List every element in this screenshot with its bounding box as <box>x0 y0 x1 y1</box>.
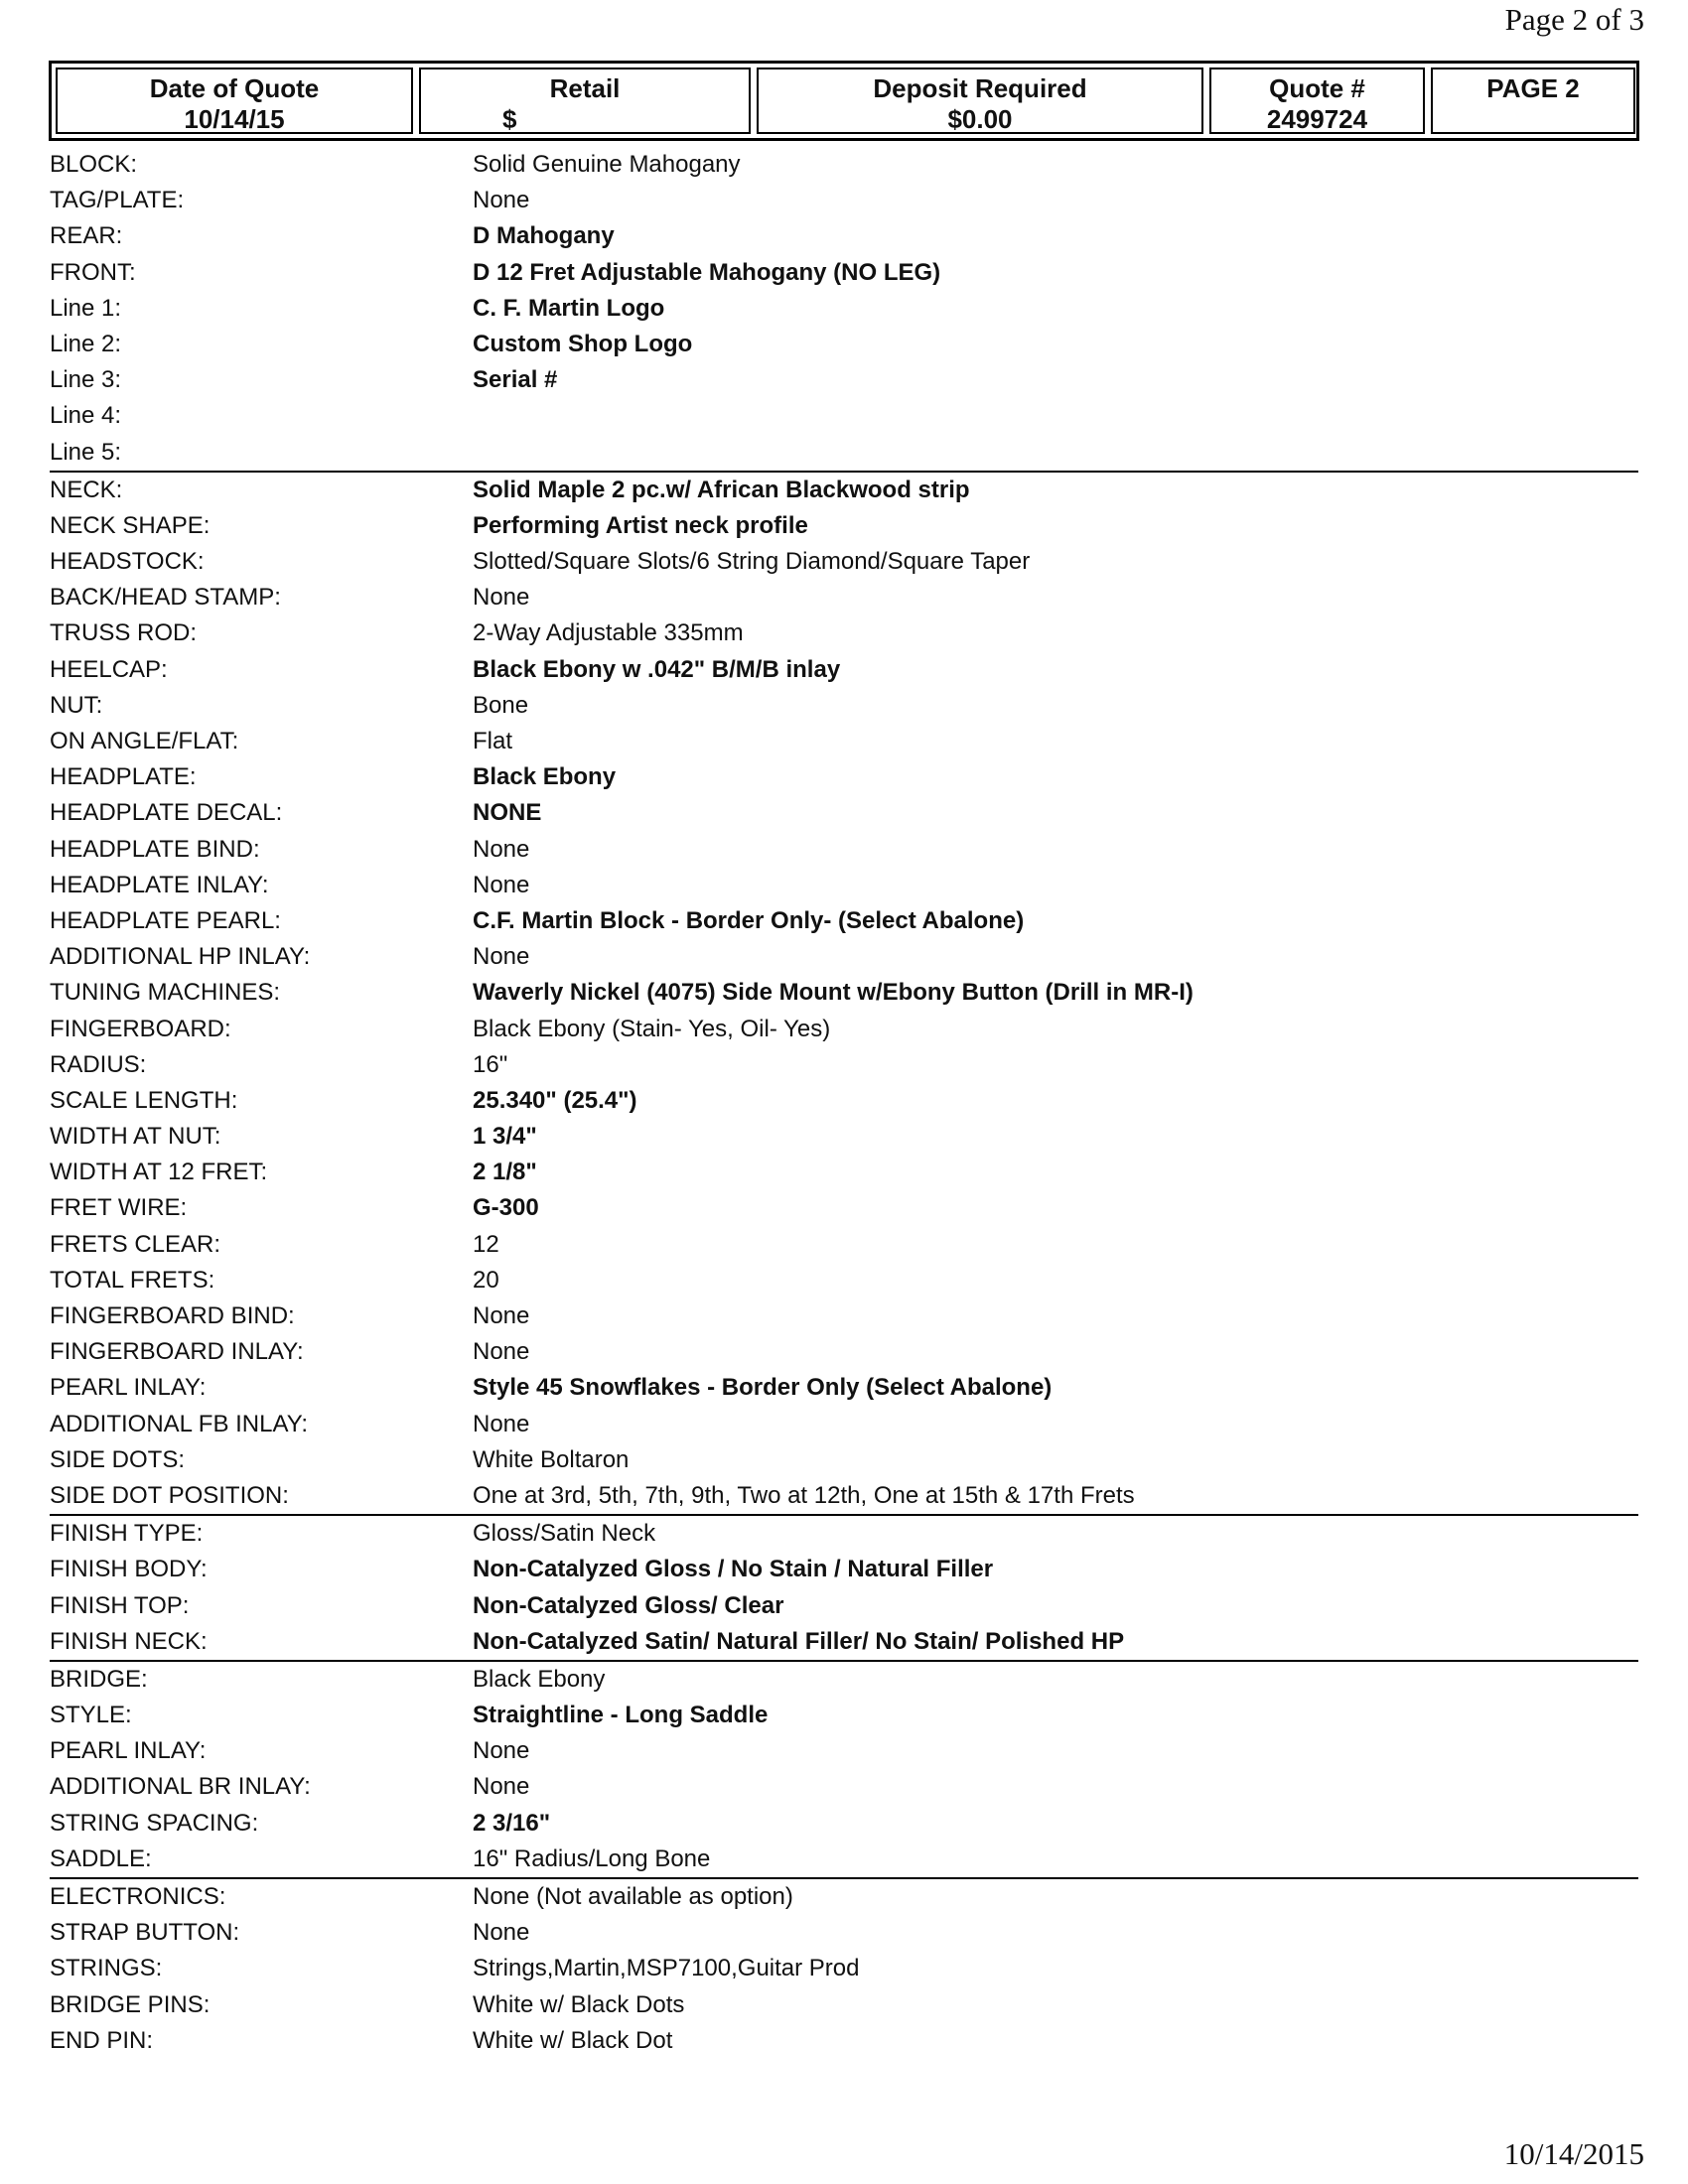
spec-row <box>50 1334 1638 1370</box>
spec-label: END PIN: <box>50 2026 154 2054</box>
spec-label: FRET WIRE: <box>50 1194 188 1222</box>
spec-row <box>50 1806 1638 1842</box>
spec-value: 25.340" (25.4") <box>473 1086 637 1114</box>
spec-value: D Mahogany <box>473 222 615 250</box>
spec-label: HEADPLATE: <box>50 763 197 791</box>
spec-row <box>50 795 1638 831</box>
quote-number-value: 2499724 <box>1266 104 1368 134</box>
spec-row <box>50 147 1638 183</box>
spec-value: 16" <box>473 1050 508 1078</box>
spec-row <box>50 868 1638 903</box>
spec-label: ON ANGLE/FLAT: <box>50 728 239 754</box>
spec-row <box>50 1478 1638 1514</box>
spec-row <box>50 1951 1638 1986</box>
spec-label: STRAP BUTTON: <box>50 1919 240 1947</box>
spec-value: None <box>473 1410 530 1437</box>
spec-row <box>50 435 1638 471</box>
spec-row <box>50 1733 1638 1769</box>
spec-row <box>50 183 1638 218</box>
spec-label: ELECTRONICS: <box>50 1883 226 1910</box>
spec-label: STRING SPACING: <box>50 1809 259 1837</box>
spec-row <box>50 1047 1638 1083</box>
spec-row <box>50 473 1638 508</box>
spec-row <box>50 1987 1638 2023</box>
spec-value: Black Ebony <box>473 1665 606 1693</box>
spec-value: Non-Catalyzed Satin/ Natural Filler/ No Stain/ Polished HP <box>473 1627 1125 1655</box>
spec-value: Flat <box>473 728 513 754</box>
spec-label: PEARL INLAY: <box>50 1374 207 1402</box>
date-of-quote-cell <box>56 68 413 134</box>
spec-value: White w/ Black Dot <box>473 2026 673 2054</box>
spec-row <box>50 1662 1638 1698</box>
spec-value: None <box>473 835 530 863</box>
spec-value: 20 <box>473 1266 499 1294</box>
spec-label: Line 3: <box>50 366 122 394</box>
spec-value: Performing Artist neck profile <box>473 511 808 539</box>
spec-value: None <box>473 943 530 971</box>
spec-label: FINISH TYPE: <box>50 1520 204 1548</box>
spec-label: BRIDGE: <box>50 1665 148 1693</box>
spec-value: None <box>473 1302 530 1329</box>
spec-label: STYLE: <box>50 1702 132 1729</box>
spec-value: White w/ Black Dots <box>473 1990 685 2018</box>
spec-label: SIDE DOT POSITION: <box>50 1481 289 1509</box>
spec-label: FINISH NECK: <box>50 1627 208 1655</box>
spec-row <box>50 688 1638 724</box>
spec-row <box>50 362 1638 398</box>
spec-value: Solid Maple 2 pc.w/ African Blackwood strip <box>473 476 970 503</box>
quote-header <box>49 61 1639 141</box>
quote-number-cell <box>1209 68 1425 134</box>
spec-label: FRONT: <box>50 258 136 286</box>
spec-value: Slotted/Square Slots/6 String Diamond/Square Taper <box>473 548 1031 576</box>
spec-label: HEADPLATE BIND: <box>50 835 260 863</box>
spec-value: Straightline - Long Saddle <box>473 1702 769 1729</box>
spec-row <box>50 1588 1638 1624</box>
spec-label: HEADPLATE DECAL: <box>50 799 283 827</box>
spec-value: C.F. Martin Block - Border Only- (Select Abalone) <box>473 906 1025 934</box>
spec-label: FINISH BODY: <box>50 1556 208 1583</box>
page-number-top: Page 2 of 3 <box>1504 2 1644 37</box>
spec-label: Line 1: <box>50 294 122 322</box>
spec-value: Strings,Martin,MSP7100,Guitar Prod <box>473 1955 860 1982</box>
spec-label: HEADPLATE INLAY: <box>50 871 269 898</box>
spec-row <box>50 291 1638 327</box>
spec-value: NONE <box>473 799 542 827</box>
spec-value: C. F. Martin Logo <box>473 294 665 322</box>
spec-label: SIDE DOTS: <box>50 1445 186 1473</box>
spec-value: Black Ebony w .042" B/M/B inlay <box>473 655 841 683</box>
spec-row <box>50 1442 1638 1478</box>
spec-row <box>50 327 1638 362</box>
deposit-required-cell <box>757 68 1203 134</box>
spec-value: Style 45 Snowflakes - Border Only (Select Abalone) <box>473 1374 1053 1402</box>
retail-value: $ <box>502 104 517 134</box>
spec-value: Bone <box>473 691 529 719</box>
spec-label: SADDLE: <box>50 1844 152 1872</box>
spec-label: NECK: <box>50 476 123 503</box>
spec-value: Solid Genuine Mahogany <box>473 151 741 178</box>
spec-value: 2 1/8" <box>473 1159 537 1186</box>
spec-label: TUNING MACHINES: <box>50 979 281 1007</box>
spec-value: Gloss/Satin Neck <box>473 1520 656 1548</box>
spec-label: NUT: <box>50 691 103 719</box>
deposit-required-value: $0.00 <box>947 104 1013 134</box>
spec-label: ADDITIONAL HP INLAY: <box>50 943 311 971</box>
spec-row <box>50 1552 1638 1587</box>
spec-row <box>50 2023 1638 2059</box>
spec-row <box>50 1263 1638 1298</box>
spec-row <box>50 1698 1638 1733</box>
spec-label: TAG/PLATE: <box>50 187 185 214</box>
spec-row <box>50 903 1638 939</box>
spec-row <box>50 975 1638 1011</box>
spec-label: ADDITIONAL FB INLAY: <box>50 1410 309 1437</box>
spec-row <box>50 508 1638 544</box>
spec-value: Non-Catalyzed Gloss / No Stain / Natural Filler <box>473 1556 994 1583</box>
spec-section <box>50 473 1638 1516</box>
spec-row <box>50 1298 1638 1334</box>
spec-value: 1 3/4" <box>473 1123 537 1151</box>
spec-label: WIDTH AT 12 FRET: <box>50 1159 268 1186</box>
spec-section <box>50 1662 1638 1879</box>
spec-value: None <box>473 187 530 214</box>
spec-label: Line 5: <box>50 438 122 466</box>
spec-label: BLOCK: <box>50 151 138 178</box>
page-date-bottom: 10/14/2015 <box>1503 2136 1644 2171</box>
spec-row <box>50 832 1638 868</box>
spec-row <box>50 652 1638 688</box>
spec-label: FINGERBOARD INLAY: <box>50 1338 304 1366</box>
spec-label: HEADSTOCK: <box>50 548 205 576</box>
spec-value: None <box>473 584 530 612</box>
spec-label: TRUSS ROD: <box>50 619 198 647</box>
spec-value: D 12 Fret Adjustable Mahogany (NO LEG) <box>473 258 941 286</box>
specification-list <box>50 147 1638 2059</box>
quote-number-label: Quote # <box>1269 73 1365 103</box>
spec-value: None <box>473 1737 530 1765</box>
spec-section <box>50 1879 1638 2059</box>
spec-value: None <box>473 1919 530 1947</box>
spec-value: None <box>473 1773 530 1801</box>
spec-label: STRINGS: <box>50 1955 163 1982</box>
deposit-required-label: Deposit Required <box>873 73 1087 103</box>
spec-value: Serial # <box>473 366 558 394</box>
spec-value: None (Not available as option) <box>473 1883 793 1910</box>
spec-value: G-300 <box>473 1194 539 1222</box>
spec-row <box>50 580 1638 615</box>
spec-row <box>50 218 1638 254</box>
spec-row <box>50 544 1638 580</box>
spec-row <box>50 724 1638 759</box>
spec-label: BACK/HEAD STAMP: <box>50 584 281 612</box>
spec-label: Line 2: <box>50 330 122 357</box>
spec-value: 2-Way Adjustable 335mm <box>473 619 744 647</box>
page-cell <box>1431 68 1635 134</box>
date-of-quote-label: Date of Quote <box>149 73 320 103</box>
spec-row <box>50 255 1638 291</box>
spec-section <box>50 1516 1638 1662</box>
spec-row <box>50 1407 1638 1442</box>
spec-label: FINISH TOP: <box>50 1591 190 1619</box>
spec-value: Black Ebony <box>473 763 617 791</box>
spec-label: RADIUS: <box>50 1050 147 1078</box>
spec-row <box>50 1842 1638 1877</box>
spec-value: 12 <box>473 1230 499 1258</box>
spec-row <box>50 398 1638 434</box>
spec-label: WIDTH AT NUT: <box>50 1123 221 1151</box>
spec-row <box>50 615 1638 651</box>
spec-value: Waverly Nickel (4075) Side Mount w/Ebony Button (Drill in MR-I) <box>473 979 1194 1007</box>
spec-row <box>50 1155 1638 1190</box>
spec-row <box>50 1370 1638 1406</box>
spec-value: None <box>473 871 530 898</box>
spec-label: BRIDGE PINS: <box>50 1990 211 2018</box>
spec-section <box>50 147 1638 473</box>
spec-row <box>50 759 1638 795</box>
spec-value: 2 3/16" <box>473 1809 551 1837</box>
retail-cell <box>419 68 751 134</box>
spec-value: Custom Shop Logo <box>473 330 693 357</box>
spec-label: HEELCAP: <box>50 655 168 683</box>
spec-value: White Boltaron <box>473 1445 630 1473</box>
spec-value: Non-Catalyzed Gloss/ Clear <box>473 1591 784 1619</box>
spec-row <box>50 1012 1638 1047</box>
spec-label: PEARL INLAY: <box>50 1737 207 1765</box>
spec-label: ADDITIONAL BR INLAY: <box>50 1773 311 1801</box>
spec-row <box>50 939 1638 975</box>
spec-row <box>50 1915 1638 1951</box>
spec-row <box>50 1227 1638 1263</box>
spec-label: FRETS CLEAR: <box>50 1230 221 1258</box>
spec-label: NECK SHAPE: <box>50 511 211 539</box>
page-label: PAGE 2 <box>1486 73 1580 103</box>
retail-label: Retail <box>549 73 621 103</box>
spec-label: FINGERBOARD: <box>50 1015 231 1042</box>
spec-label: HEADPLATE PEARL: <box>50 906 281 934</box>
spec-label: TOTAL FRETS: <box>50 1266 215 1294</box>
spec-value: Black Ebony (Stain- Yes, Oil- Yes) <box>473 1015 831 1042</box>
spec-label: Line 4: <box>50 402 122 430</box>
spec-row <box>50 1083 1638 1119</box>
spec-row <box>50 1879 1638 1915</box>
spec-label: REAR: <box>50 222 123 250</box>
date-of-quote-value: 10/14/15 <box>184 104 285 134</box>
spec-label: FINGERBOARD BIND: <box>50 1302 295 1329</box>
spec-value: 16" Radius/Long Bone <box>473 1844 711 1872</box>
spec-row <box>50 1190 1638 1226</box>
spec-row <box>50 1624 1638 1660</box>
spec-value: None <box>473 1338 530 1366</box>
spec-row <box>50 1516 1638 1552</box>
spec-row <box>50 1119 1638 1155</box>
spec-label: SCALE LENGTH: <box>50 1086 238 1114</box>
spec-row <box>50 1769 1638 1805</box>
spec-value: One at 3rd, 5th, 7th, 9th, Two at 12th, One at 15th & 17th Frets <box>473 1481 1135 1509</box>
